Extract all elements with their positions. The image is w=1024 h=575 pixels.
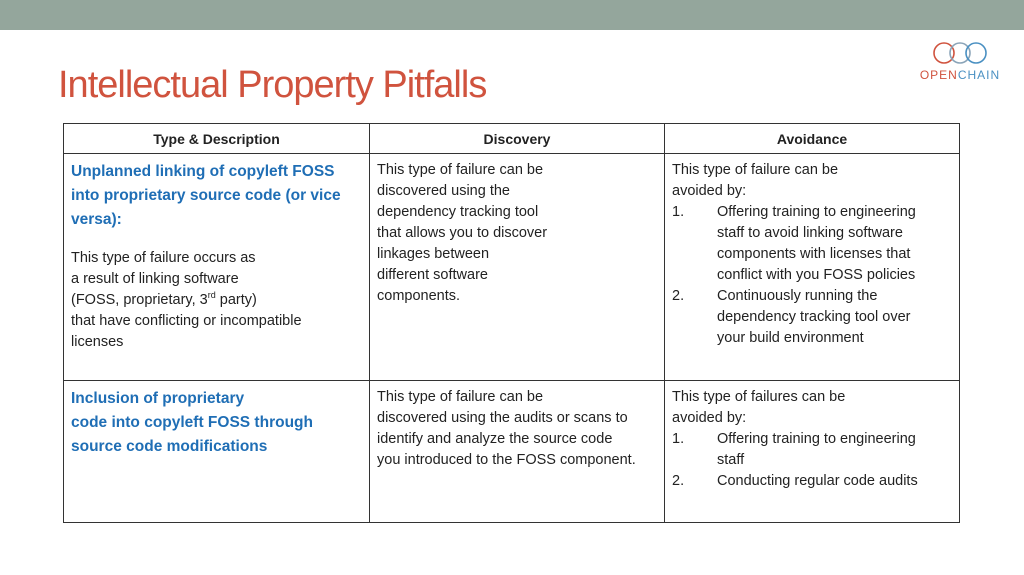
table-header-row [64, 124, 960, 154]
header-discovery: Discovery [370, 124, 665, 154]
avoidance-list [672, 429, 953, 492]
list-item: 1. Offering training to engineering staff to avoid linking software components with licenses that conflict with you FOSS policies [672, 204, 916, 283]
type-description-cell [64, 154, 370, 381]
avoidance-intro: This type of failure can be avoided by: [672, 162, 839, 199]
avoidance-cell [665, 154, 960, 381]
avoidance-cell [665, 381, 960, 523]
table-row [64, 381, 960, 523]
pitfall-description: This type of failure occurs as a result of linking software (FOSS, proprietary, 3rd party) that have conflicting or incompatible licenses [71, 250, 302, 350]
pitfalls-table [63, 123, 960, 523]
pitfall-heading: Inclusion of proprietary code into copyleft FOSS through source code modifications [71, 390, 313, 455]
chain-rings-icon [930, 40, 990, 66]
list-item: 2. Continuously running the dependency tracking tool over your build environment [672, 288, 911, 346]
list-item: 2. Conducting regular code audits [672, 473, 918, 489]
discovery-cell: This type of failure can be discovered using the audits or scans to identify and analyze the source code you introduced to the FOSS component. [370, 381, 665, 523]
header-type-description: Type & Description [64, 124, 370, 154]
type-description-cell [64, 381, 370, 523]
pitfall-heading: Unplanned linking of copyleft FOSS into proprietary source code (or vice versa): [71, 163, 341, 228]
table-row [64, 154, 960, 381]
top-banner [0, 0, 1024, 30]
logo-wordmark: OPENCHAIN [919, 68, 1001, 82]
list-item: 1. Offering training to engineering staff [672, 431, 916, 468]
avoidance-list [672, 202, 953, 349]
header-avoidance: Avoidance [665, 124, 960, 154]
avoidance-intro: This type of failures can be avoided by: [672, 389, 846, 426]
openchain-logo [918, 40, 1002, 82]
discovery-cell: This type of failure can be discovered using the dependency tracking tool that allows you to discover linkages between different software components. [370, 154, 665, 381]
slide-title: Intellectual Property Pitfalls [58, 64, 487, 106]
